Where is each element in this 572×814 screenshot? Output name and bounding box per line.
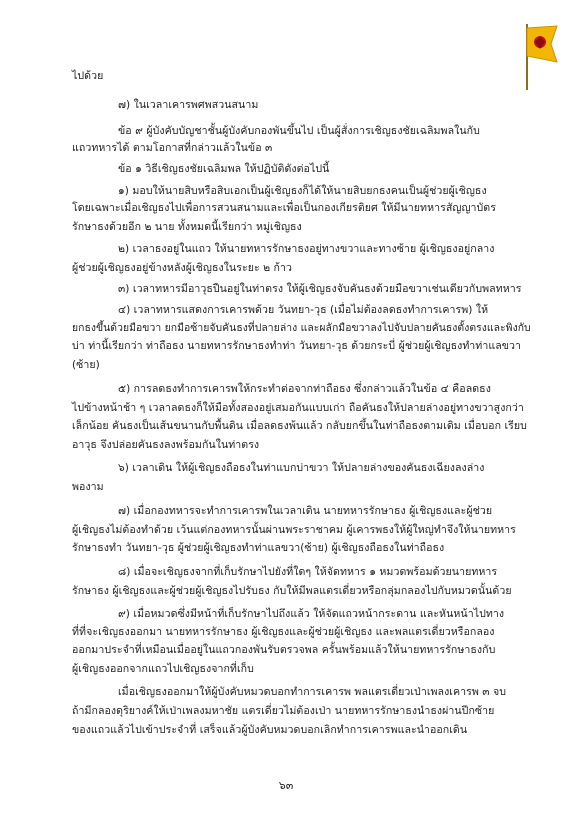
text-line: ข้อ ๙ ผู้บังคับบัญชาชั้นผู้บังคับกองพันขึ้นไป เป็นผู้สั่งการเชิญธงชัยเฉลิมพลในกับ [118, 125, 480, 137]
text-line: ไปข้างหน้าช้า ๆ เวลาลดธงก็ให้มือทั้งสองอยู่เสมอกันแบบเก่า ถือคันธงให้ปลายล่างอยู่ทางขวาสูงกว่า [72, 402, 524, 414]
text-line: ถ้ามีกลองดุริยางค์ให้เป่าเพลงมหาชัย แตรเดี่ยวไม่ต้องเป่า นายทหารรักษาธงนำธงผ่านปีกซ้าย [72, 705, 495, 717]
text-line: ผู้ช่วยผู้เชิญธงอยู่ข้างหลังผู้เชิญธงในระยะ ๒ ก้าว [72, 262, 293, 274]
text-line: ๙) เมื่อหมวดซึ่งมีหน้าที่เก็บรักษาไปถึงแล้ว ให้จัดแถวหน้ากระดาน และหันหน้าไปทาง [118, 608, 505, 620]
text-line: โดยเฉพาะเมื่อเชิญธงไปเพื่อการสวนสนามและเพื่อเป็นกองเกียรติยศ ให้มีนายทหารสัญญาบัตร [72, 202, 496, 214]
text-line: ๓) เวลาทหารมีอาวุธปืนอยู่ในท่าตรง ให้ผู้เชิญธงจับคันธงด้วยมือขวาเช่นเดียวกับพลทหาร [118, 283, 522, 295]
text-line: อาวุธ จึงปล่อยคันธงลงพร้อมกันในท่าตรง [72, 439, 260, 451]
text-line: เล็กน้อย คันธงเป็นเส้นขนานกับพื้นดิน เมื่อลดธงพ้นแล้ว กลับยกขึ้นในท่าถือธงตามเดิม เมื่อบอก เรียบ [72, 420, 527, 432]
text-line: บ่า ท่านี้เรียกว่า ท่าถือธง นายทหารรักษาธงทำท่า วันทยา-วุธ ด้วยกระบี่ ผู้ช่วยผู้เชิญธงทำท่าแลขวา [72, 340, 522, 352]
text-line: ๗) เมื่อกองทหารจะทำการเคารพในเวลาเดิน นายทหารรักษาธง ผู้เชิญธงและผู้ช่วย [118, 505, 493, 517]
text-line: ที่ที่จะเชิญธงออกมา นายทหารรักษาธง ผู้เชิญธงและผู้ช่วยผู้เชิญธง และพลแตรเดี่ยวหรือกลอง [72, 626, 495, 638]
text-line: ข้อ ๑ วิธีเชิญธงชัยเฉลิมพล ให้ปฏิบัติดังต่อไปนี้ [118, 163, 330, 175]
text-line: (ซ้าย) [72, 359, 100, 371]
text-line: รักษาธงทำ วันทยา-วุธ ผู้ช่วยผู้เชิญธงทำท่าแลขวา(ซ้าย) ผู้เชิญธงถือธงในท่าถือธง [72, 542, 445, 554]
text-line: ๔) เวลาทหารแสดงการเคารพด้วย วันทยา-วุธ (เมื่อไม่ต้องลดธงทำการเคารพ) ให้ [118, 304, 489, 316]
text-line: ผู้เชิญธงออกจากแถวไปเชิญธงจากที่เก็บ [72, 663, 254, 675]
text-line: ของแถวแล้วไปเข้าประจำที่ เสร็จแล้วผู้บังคับหมวดบอกเลิกทำการเคารพและนำออกเดิน [72, 724, 468, 736]
text-line: พองาม [72, 481, 104, 493]
text-line: ๗) ในเวลาเคารพศพสวนสนาม [118, 99, 259, 111]
text-line: ไปด้วย [72, 70, 104, 82]
garuda-flag-icon [521, 22, 559, 92]
text-line: เมื่อเชิญธงออกมาให้ผู้บังคับหมวดบอกทำการเคารพ พลแตรเดี่ยวเป่าเพลงเคารพ ๓ จบ [118, 686, 507, 698]
text-line: ๕) การลดธงทำการเคารพให้กระทำต่อจากท่าถือธง ซึ่งกล่าวแล้วในข้อ ๔ คือลดธง [118, 383, 491, 395]
text-line: รักษาธงด้วยอีก ๒ นาย ทั้งหมดนี้เรียกว่า หมู่เชิญธง [72, 221, 302, 233]
text-line: รักษาธง ผู้เชิญธงและผู้ช่วยผู้เชิญธงไปรับธง กับให้มีพลแตรเดี่ยวหรือกลุ่มกลองไปกับหมวดนั้นด้วย [72, 585, 512, 597]
text-line: ๒) เวลาธงอยู่ในแถว ให้นายทหารรักษาธงอยู่ทางขวาและทางซ้าย ผู้เชิญธงอยู่กลาง [118, 243, 495, 255]
page-number: ๖๓ [278, 779, 294, 792]
text-line: ๘) เมื่อจะเชิญธงจากที่เก็บรักษาไปยังที่ใดๆ ให้จัดทหาร ๑ หมวดพร้อมด้วยนายทหาร [118, 566, 498, 578]
text-line: ออกมาประจำที่เหมือนเมื่ออยู่ในแถวกองพันรับตรวจพล ครั้นพร้อมแล้วให้นายทหารรักษาธงกับ [72, 644, 496, 656]
text-line: ๖) เวลาเดิน ให้ผู้เชิญธงถือธงในท่าแบกบ่าขวา ให้ปลายล่างของคันธงเฉียงลงล่าง [118, 462, 485, 474]
text-line: ยกธงขึ้นด้วยมือขวา ยกมือซ้ายจับคันธงที่ปลายล่าง และผลักมือขวาลงไปจับปลายคันธงตั้งตรงและพิงกับ [72, 322, 531, 334]
text-line: ผู้เชิญธงไม่ต้องทำด้วย เว้นแต่กองทหารนั้นผ่านพระราชาคม ผู้เคารพธงให้ผู้ใหญ่ทำจึงให้นายทหาร [72, 524, 516, 536]
text-line: แถวทหารได้ ตามโอกาสที่กล่าวแล้วในข้อ ๓ [72, 142, 273, 154]
text-line: ๑) มอบให้นายสิบหรือสิบเอกเป็นผู้เชิญธงก็ได้ให้นายสิบยกธงคนเป็นผู้ช่วยผู้เชิญธง [118, 185, 487, 197]
